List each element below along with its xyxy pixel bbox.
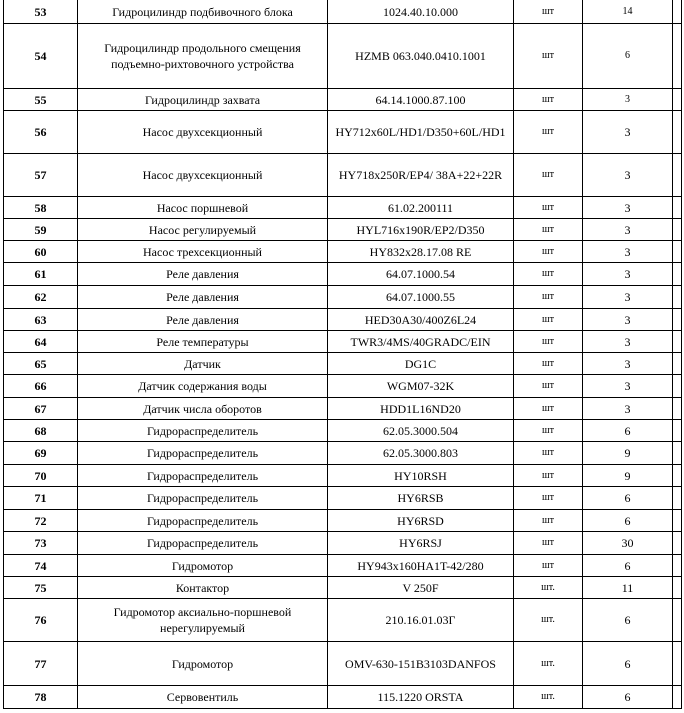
table-row bbox=[4, 331, 682, 353]
quantity-cell: 3 bbox=[583, 398, 673, 420]
table-row bbox=[4, 532, 682, 555]
item-name: Реле давления bbox=[78, 286, 328, 309]
item-name: Гидрораспределитель bbox=[78, 487, 328, 510]
unit-cell: шт bbox=[514, 0, 583, 24]
unit-cell: шт bbox=[514, 309, 583, 331]
row-number: 59 bbox=[4, 219, 78, 241]
item-name: Гидроцилиндр продольного смещения подъемно-рихтовочного устройства bbox=[78, 24, 328, 89]
item-code: TWR3/4MS/40GRADC/EIN bbox=[328, 331, 514, 353]
row-number: 64 bbox=[4, 331, 78, 353]
row-number: 53 bbox=[4, 0, 78, 24]
row-number: 61 bbox=[4, 263, 78, 286]
row-number: 74 bbox=[4, 555, 78, 577]
item-code: 210.16.01.03Г bbox=[328, 599, 514, 642]
empty-cell bbox=[673, 0, 682, 24]
row-number: 58 bbox=[4, 197, 78, 219]
quantity-cell: 6 bbox=[583, 24, 673, 89]
table-row bbox=[4, 309, 682, 331]
unit-cell: шт bbox=[514, 286, 583, 309]
empty-cell bbox=[673, 577, 682, 599]
item-code: 64.07.1000.55 bbox=[328, 286, 514, 309]
table-row bbox=[4, 375, 682, 398]
table-row bbox=[4, 442, 682, 465]
item-name: Контактор bbox=[78, 577, 328, 599]
empty-cell bbox=[673, 219, 682, 241]
row-number: 66 bbox=[4, 375, 78, 398]
item-name: Сервовентиль bbox=[78, 686, 328, 709]
unit-cell: шт bbox=[514, 154, 583, 197]
table-row bbox=[4, 577, 682, 599]
item-code: HY10RSH bbox=[328, 465, 514, 487]
item-name: Насос двухсекционный bbox=[78, 111, 328, 154]
item-name: Гидромотор аксиально-поршневой нерегулируемый bbox=[78, 599, 328, 642]
item-code: HZMB 063.040.0410.1001 bbox=[328, 24, 514, 89]
table-row bbox=[4, 398, 682, 420]
unit-cell: шт bbox=[514, 24, 583, 89]
item-code: HY718x250R/EP4/ 38A+22+22R bbox=[328, 154, 514, 197]
unit-cell: шт bbox=[514, 420, 583, 442]
item-name: Реле давления bbox=[78, 309, 328, 331]
item-name: Датчик bbox=[78, 353, 328, 375]
unit-cell: шт. bbox=[514, 642, 583, 686]
quantity-cell: 14 bbox=[583, 0, 673, 24]
item-code: HDD1L16ND20 bbox=[328, 398, 514, 420]
quantity-cell: 6 bbox=[583, 642, 673, 686]
table-row bbox=[4, 510, 682, 532]
quantity-cell: 6 bbox=[583, 599, 673, 642]
item-code: 64.07.1000.54 bbox=[328, 263, 514, 286]
item-code: 115.1220 ORSTA bbox=[328, 686, 514, 709]
empty-cell bbox=[673, 154, 682, 197]
table-row bbox=[4, 353, 682, 375]
quantity-cell: 3 bbox=[583, 111, 673, 154]
row-number: 62 bbox=[4, 286, 78, 309]
item-code: V 250F bbox=[328, 577, 514, 599]
unit-cell: шт bbox=[514, 353, 583, 375]
table-row bbox=[4, 197, 682, 219]
empty-cell bbox=[673, 510, 682, 532]
quantity-cell: 3 bbox=[583, 154, 673, 197]
item-name: Насос двухсекционный bbox=[78, 154, 328, 197]
item-name: Гидрораспределитель bbox=[78, 420, 328, 442]
quantity-cell: 9 bbox=[583, 465, 673, 487]
table-row bbox=[4, 89, 682, 111]
empty-cell bbox=[673, 487, 682, 510]
item-name: Насос регулируемый bbox=[78, 219, 328, 241]
item-name: Насос трехсекционный bbox=[78, 241, 328, 263]
item-name: Гидрораспределитель bbox=[78, 442, 328, 465]
item-code: 1024.40.10.000 bbox=[328, 0, 514, 24]
table-row bbox=[4, 555, 682, 577]
quantity-cell: 3 bbox=[583, 286, 673, 309]
item-code: 62.05.3000.803 bbox=[328, 442, 514, 465]
item-code: HY6RSJ bbox=[328, 532, 514, 555]
parts-table bbox=[3, 0, 682, 709]
item-name: Гидромотор bbox=[78, 555, 328, 577]
item-code: HY832x28.17.08 RE bbox=[328, 241, 514, 263]
item-code: HY712x60L/HD1/D350+60L/HD1 bbox=[328, 111, 514, 154]
empty-cell bbox=[673, 197, 682, 219]
table-row bbox=[4, 642, 682, 686]
item-code: HY6RSD bbox=[328, 510, 514, 532]
item-code: 61.02.200111 bbox=[328, 197, 514, 219]
item-name: Гидрораспределитель bbox=[78, 465, 328, 487]
table-row bbox=[4, 286, 682, 309]
empty-cell bbox=[673, 375, 682, 398]
item-code: HY6RSB bbox=[328, 487, 514, 510]
unit-cell: шт bbox=[514, 197, 583, 219]
row-number: 67 bbox=[4, 398, 78, 420]
quantity-cell: 3 bbox=[583, 331, 673, 353]
item-name: Насос поршневой bbox=[78, 197, 328, 219]
unit-cell: шт bbox=[514, 219, 583, 241]
table-row bbox=[4, 154, 682, 197]
item-code: OMV-630-151B3103DANFOS bbox=[328, 642, 514, 686]
row-number: 69 bbox=[4, 442, 78, 465]
unit-cell: шт bbox=[514, 555, 583, 577]
row-number: 54 bbox=[4, 24, 78, 89]
empty-cell bbox=[673, 532, 682, 555]
quantity-cell: 3 bbox=[583, 263, 673, 286]
quantity-cell: 3 bbox=[583, 89, 673, 111]
empty-cell bbox=[673, 465, 682, 487]
quantity-cell: 3 bbox=[583, 353, 673, 375]
empty-cell bbox=[673, 420, 682, 442]
item-name: Гидроцилиндр захвата bbox=[78, 89, 328, 111]
item-code: 64.14.1000.87.100 bbox=[328, 89, 514, 111]
empty-cell bbox=[673, 111, 682, 154]
quantity-cell: 6 bbox=[583, 686, 673, 709]
unit-cell: шт bbox=[514, 442, 583, 465]
unit-cell: шт bbox=[514, 398, 583, 420]
item-name: Датчик содержания воды bbox=[78, 375, 328, 398]
table-row bbox=[4, 241, 682, 263]
row-number: 56 bbox=[4, 111, 78, 154]
row-number: 60 bbox=[4, 241, 78, 263]
empty-cell bbox=[673, 686, 682, 709]
quantity-cell: 6 bbox=[583, 510, 673, 532]
quantity-cell: 3 bbox=[583, 219, 673, 241]
empty-cell bbox=[673, 642, 682, 686]
unit-cell: шт bbox=[514, 111, 583, 154]
unit-cell: шт bbox=[514, 331, 583, 353]
quantity-cell: 3 bbox=[583, 197, 673, 219]
row-number: 57 bbox=[4, 154, 78, 197]
quantity-cell: 3 bbox=[583, 309, 673, 331]
unit-cell: шт bbox=[514, 465, 583, 487]
quantity-cell: 30 bbox=[583, 532, 673, 555]
table-row bbox=[4, 263, 682, 286]
quantity-cell: 6 bbox=[583, 487, 673, 510]
empty-cell bbox=[673, 286, 682, 309]
item-code: HY943x160HA1T-42/280 bbox=[328, 555, 514, 577]
unit-cell: шт bbox=[514, 375, 583, 398]
unit-cell: шт bbox=[514, 89, 583, 111]
table-row bbox=[4, 465, 682, 487]
table-row bbox=[4, 219, 682, 241]
table-row bbox=[4, 420, 682, 442]
table-row bbox=[4, 24, 682, 89]
unit-cell: шт bbox=[514, 241, 583, 263]
table-row bbox=[4, 0, 682, 24]
row-number: 55 bbox=[4, 89, 78, 111]
item-name: Датчик числа оборотов bbox=[78, 398, 328, 420]
empty-cell bbox=[673, 442, 682, 465]
empty-cell bbox=[673, 599, 682, 642]
empty-cell bbox=[673, 263, 682, 286]
quantity-cell: 11 bbox=[583, 577, 673, 599]
item-name: Реле температуры bbox=[78, 331, 328, 353]
parts-table-body bbox=[4, 0, 682, 709]
unit-cell: шт bbox=[514, 263, 583, 286]
unit-cell: шт bbox=[514, 532, 583, 555]
unit-cell: шт. bbox=[514, 599, 583, 642]
quantity-cell: 6 bbox=[583, 555, 673, 577]
item-code: HED30A30/400Z6L24 bbox=[328, 309, 514, 331]
table-row bbox=[4, 686, 682, 709]
quantity-cell: 3 bbox=[583, 375, 673, 398]
empty-cell bbox=[673, 398, 682, 420]
row-number: 63 bbox=[4, 309, 78, 331]
empty-cell bbox=[673, 89, 682, 111]
quantity-cell: 9 bbox=[583, 442, 673, 465]
item-name: Гидрораспределитель bbox=[78, 532, 328, 555]
quantity-cell: 6 bbox=[583, 420, 673, 442]
row-number: 75 bbox=[4, 577, 78, 599]
unit-cell: шт. bbox=[514, 577, 583, 599]
item-name: Реле давления bbox=[78, 263, 328, 286]
row-number: 78 bbox=[4, 686, 78, 709]
table-row bbox=[4, 111, 682, 154]
table-row bbox=[4, 487, 682, 510]
row-number: 73 bbox=[4, 532, 78, 555]
row-number: 65 bbox=[4, 353, 78, 375]
item-code: HYL716x190R/EP2/D350 bbox=[328, 219, 514, 241]
row-number: 70 bbox=[4, 465, 78, 487]
row-number: 77 bbox=[4, 642, 78, 686]
unit-cell: шт bbox=[514, 487, 583, 510]
unit-cell: шт. bbox=[514, 686, 583, 709]
item-code: DG1C bbox=[328, 353, 514, 375]
item-name: Гидроцилиндр подбивочного блока bbox=[78, 0, 328, 24]
row-number: 71 bbox=[4, 487, 78, 510]
empty-cell bbox=[673, 353, 682, 375]
item-name: Гидромотор bbox=[78, 642, 328, 686]
empty-cell bbox=[673, 241, 682, 263]
item-code: 62.05.3000.504 bbox=[328, 420, 514, 442]
empty-cell bbox=[673, 24, 682, 89]
empty-cell bbox=[673, 331, 682, 353]
row-number: 76 bbox=[4, 599, 78, 642]
empty-cell bbox=[673, 309, 682, 331]
unit-cell: шт bbox=[514, 510, 583, 532]
item-code: WGM07-32K bbox=[328, 375, 514, 398]
item-name: Гидрораспределитель bbox=[78, 510, 328, 532]
empty-cell bbox=[673, 555, 682, 577]
quantity-cell: 3 bbox=[583, 241, 673, 263]
table-row bbox=[4, 599, 682, 642]
row-number: 72 bbox=[4, 510, 78, 532]
row-number: 68 bbox=[4, 420, 78, 442]
